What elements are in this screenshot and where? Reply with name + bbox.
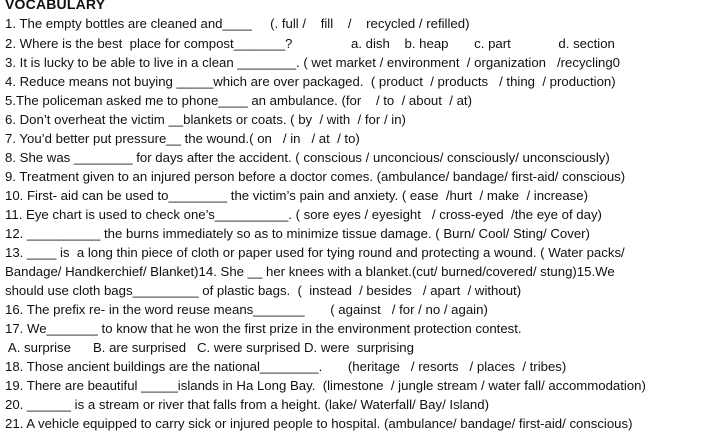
answer-options-line: A. surprise B. are surprised C. were surprised D. were surprising [5, 340, 414, 355]
question-line: Bandage/ Handkerchief/ Blanket)14. She __ her knees with a blanket.(cut/ burned/covered/ stung)15.We [5, 264, 615, 279]
question-line: 5.The policeman asked me to phone____ an ambulance. (for / to / about / at) [5, 93, 472, 108]
question-line: should use cloth bags_________ of plastic bags. ( instead / besides / apart / without) [5, 283, 522, 298]
question-line: 18. Those ancient buildings are the national________. (heritage / resorts / places / tribes) [5, 359, 567, 374]
question-line: 6. Don’t overheat the victim __blankets or coats. ( by / with / for / in) [5, 112, 406, 127]
question-line: 12. __________ the burns immediately so as to minimize tissue damage. ( Burn/ Cool/ Sting/ Cover) [5, 226, 590, 241]
question-line: 7. You’d better put pressure__ the wound.( on / in / at / to) [5, 131, 360, 146]
question-line: 11. Eye chart is used to check one’s__________. ( sore eyes / eyesight / cross-eyed /the eye of day) [5, 207, 602, 222]
question-line: 4. Reduce means not buying _____which are over packaged. ( product / products / thing / production) [5, 74, 616, 89]
question-line: 16. The prefix re- in the word reuse means_______ ( against / for / no / again) [5, 302, 488, 317]
question-line: 1. The empty bottles are cleaned and____ (. full / fill / recycled / refilled) [5, 16, 470, 31]
question-line: 8. She was ________ for days after the accident. ( conscious / unconcious/ consciously/ unconsciously) [5, 150, 610, 165]
worksheet-title: VOCABULARY [5, 0, 106, 12]
question-line: 9. Treatment given to an injured person before a doctor comes. (ambulance/ bandage/ first-aid/ conscious) [5, 169, 626, 184]
question-line: 3. It is lucky to be able to live in a clean ________. ( wet market / environment / organization /recycling0 [5, 55, 621, 70]
question-line: 19. There are beautiful _____islands in Ha Long Bay. (limestone / jungle stream / water fall/ accommodation) [5, 378, 646, 393]
question-line: 2. Where is the best place for compost_______? a. dish b. heap c. part d. section [5, 36, 615, 51]
question-line: 20. ______ is a stream or river that falls from a height. (lake/ Waterfall/ Bay/ Island) [5, 397, 489, 412]
question-line: 17. We_______ to know that he won the first prize in the environment protection contest. [5, 321, 522, 336]
question-line: 13. ____ is a long thin piece of cloth or paper used for tying round and protecting a wound. ( Water packs/ [5, 245, 625, 260]
question-line: 10. First- aid can be used to________ the victim’s pain and anxiety. ( ease /hurt / make / increase) [5, 188, 589, 203]
question-line: 21. A vehicle equipped to carry sick or injured people to hospital. (ambulance/ bandage/ first-aid/ conscious) [5, 416, 633, 431]
